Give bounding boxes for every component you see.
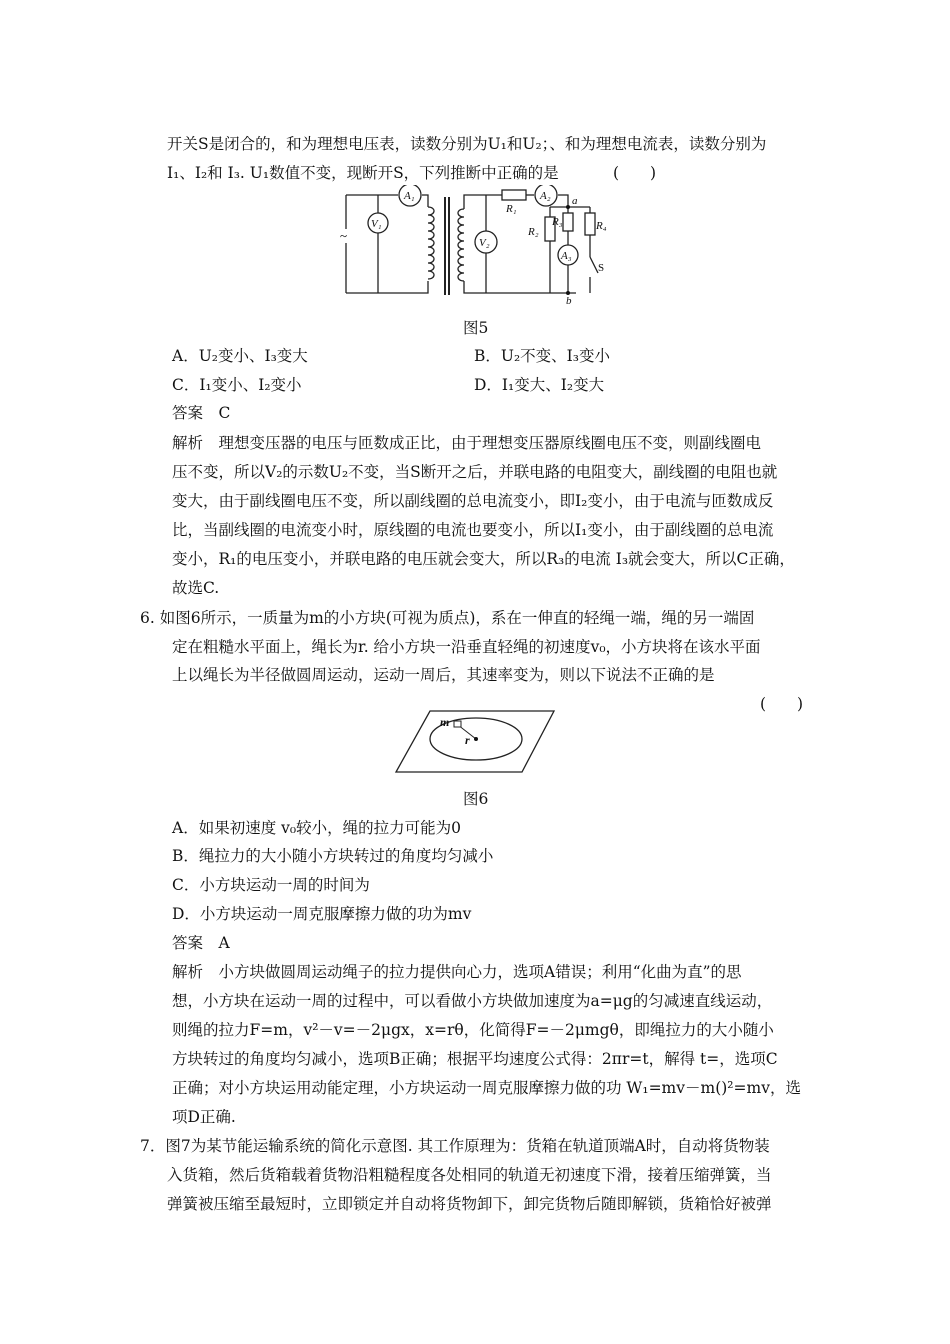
- q6-stem-line: 定在粗糙水平面上，绳长为r. 给小方块一沿垂直轻绳的初速度v₀，小方块将在该水平面: [172, 638, 761, 656]
- meter-a2-label: A₂: [540, 190, 551, 202]
- resistor-r2-label: R₂: [528, 226, 539, 238]
- figure-6-caption: 图6: [463, 790, 489, 808]
- q5-analysis-line: 变大，由于副线圈电压不变，所以副线圈的总电流变小，即I₂变小，由于电流与匝数成反: [172, 492, 774, 510]
- q5-analysis-line: 解析 理想变压器的电压与匝数成正比，由于理想变压器原线圈电压不变，则副线圈电: [172, 434, 762, 452]
- q6-stem-line: 6. 如图6所示，一质量为m的小方块(可视为质点)，系在一伸直的轻绳一端，绳的另一端固: [140, 609, 755, 627]
- resistor-r3-label: R₃: [552, 216, 563, 228]
- q5-analysis-line: 压不变，所以V₂的示数U₂不变，当S断开之后，并联电路的电阻变大，副线圈的电阻也就: [172, 463, 778, 481]
- node-a-label: a: [572, 195, 578, 207]
- q5-stem-line-1: 开关S是闭合的，和为理想电压表，读数分别为U₁和U₂；、和为理想电流表，读数分别为: [167, 135, 767, 153]
- figure-5-caption: 图5: [463, 319, 489, 337]
- meter-v2-label: V₂: [479, 237, 490, 249]
- ac-source-label: ~: [340, 228, 348, 243]
- q5-option-a: A．U₂变小、I₃变大: [172, 347, 308, 365]
- resistor-r4-label: R₄: [596, 220, 607, 232]
- q6-option-c: C．小方块运动一周的时间为: [172, 876, 370, 894]
- q7-stem-line: 入货箱，然后货箱载着货物沿粗糙程度各处相同的轨道无初速度下滑，接着压缩弹簧，当: [167, 1166, 772, 1184]
- node-b-label: b: [566, 295, 572, 305]
- q5-stem-line-2: I₁、I₂和 I₃. U₁数值不变，现断开S，下列推断中正确的是: [167, 164, 559, 182]
- meter-a1-label: A₁: [404, 190, 415, 202]
- q7-stem-line: 弹簧被压缩至最短时，立即锁定并自动将货物卸下，卸完货物后随即解锁，货箱恰好被弹: [167, 1195, 772, 1213]
- q6-option-a: A．如果初速度 v₀较小，绳的拉力可能为0: [172, 819, 461, 837]
- q5-option-c: C．I₁变小、I₂变小: [172, 376, 302, 394]
- q5-answer: 答案 C: [172, 404, 231, 422]
- meter-v1-label: V₁: [371, 218, 382, 230]
- q7-stem-line: 7．图7为某节能运输系统的简化示意图. 其工作原理为：货箱在轨道顶端A时，自动将货物装: [140, 1137, 770, 1155]
- q5-option-b: B．U₂不变、I₃变小: [474, 347, 611, 365]
- q6-analysis-line: 方块转过的角度均匀减小，选项B正确；根据平均速度公式得：2πr=t，解得 t=，选项C: [172, 1050, 778, 1068]
- meter-a3-label: A₃: [561, 250, 572, 262]
- q6-analysis-line: 想，小方块在运动一周的过程中，可以看做小方块做加速度为a=μg的匀减速直线运动，: [172, 992, 773, 1010]
- resistor-r1-label: R₁: [506, 203, 517, 215]
- switch-s-label: S: [598, 262, 605, 274]
- q6-answer: 答案 A: [172, 934, 230, 952]
- q5-analysis-line: 故选C.: [172, 579, 220, 597]
- q6-stem-line: 上以绳长为半径做圆周运动，运动一周后，其速率变为，则以下说法不正确的是: [172, 666, 715, 684]
- q6-analysis-line: 项D正确.: [172, 1108, 236, 1126]
- q6-analysis-line: 解析 小方块做圆周运动绳子的拉力提供向心力，选项A错误；利用“化曲为直”的思: [172, 963, 742, 981]
- q6-answer-paren: ( ): [760, 695, 804, 713]
- q5-answer-paren: ( ): [613, 164, 657, 182]
- mass-m-label: m: [440, 715, 450, 729]
- q6-analysis-line: 正确；对小方块运用动能定理，小方块运动一周克服摩擦力做的功 W₁=mv－m()²=mv，选: [172, 1079, 801, 1097]
- q6-option-d: D．小方块运动一周克服摩擦力做的功为mv: [172, 905, 472, 923]
- q6-option-b: B．绳拉力的大小随小方块转过的角度均匀减小: [172, 847, 494, 865]
- circular-motion-figure-6: [388, 708, 568, 778]
- q5-analysis-line: 变小，R₁的电压变小，并联电路的电压就会变大，所以R₃的电流 I₃就会变大，所以C正确，: [172, 550, 795, 568]
- radius-r-label: r: [465, 733, 470, 747]
- q5-option-d: D．I₁变大、I₂变大: [474, 376, 605, 394]
- circuit-diagram-figure-5: [336, 185, 616, 305]
- q6-analysis-line: 则绳的拉力F=m，v²－v=－2μgx，x=rθ，化简得F=－2μmgθ，即绳拉力的大小随小: [172, 1021, 774, 1039]
- q5-analysis-line: 比，当副线圈的电流变小时，原线圈的电流也要变小，所以I₁变小，由于副线圈的总电流: [172, 521, 774, 539]
